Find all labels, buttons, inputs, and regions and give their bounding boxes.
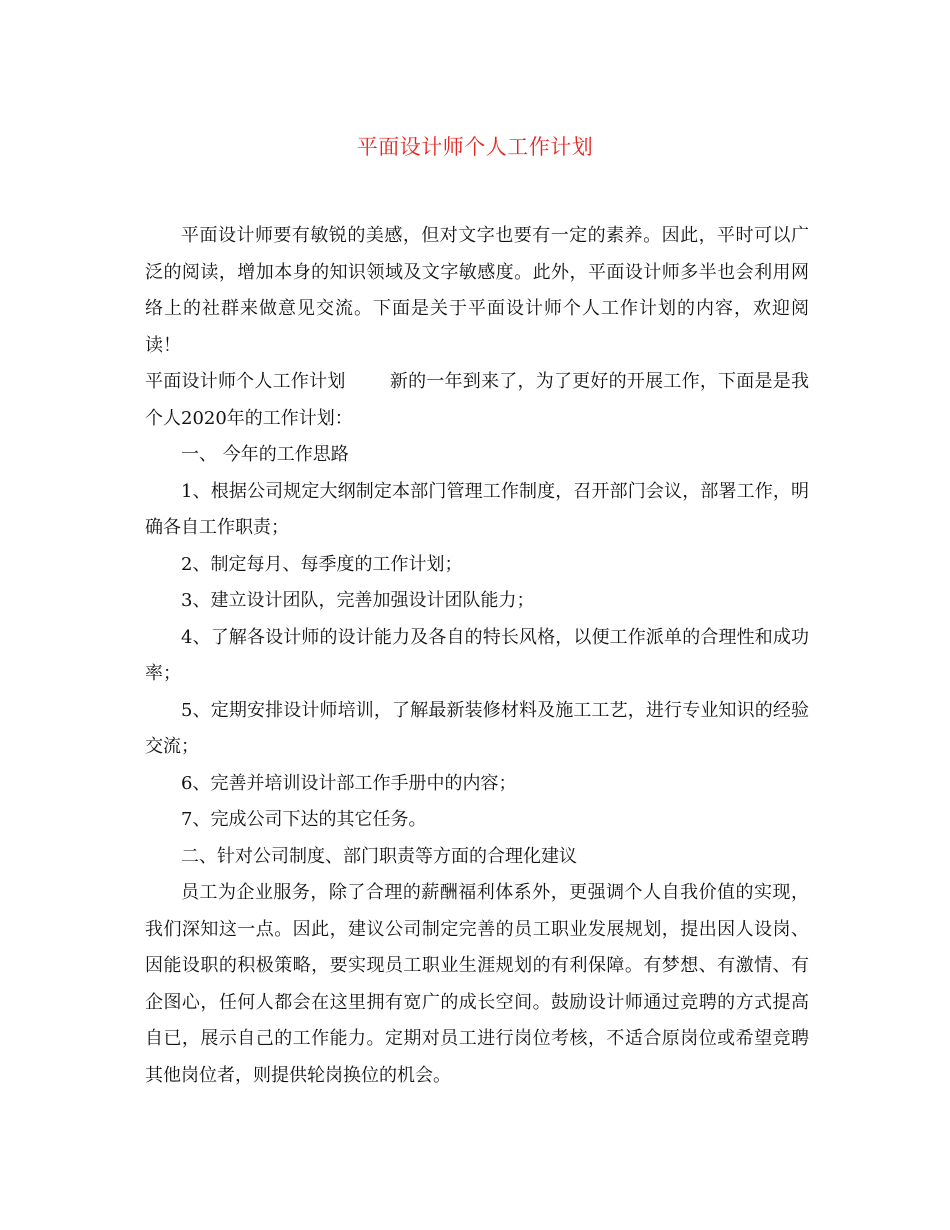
list-item: 1、根据公司规定大纲制定本部门管理工作制度，召开部门会议，部署工作，明确各自工作职责； [145,480,809,538]
list-item: 2、制定每月、每季度的工作计划； [181,553,463,575]
section1-heading: 一、 今年的工作思路 [181,444,349,465]
document-body [145,218,809,1094]
list-item: 7、完成公司下达的其它任务。 [181,809,427,830]
inline-heading: 平面设计师个人工作计划 [145,371,346,392]
opening-text: 新的一年到来了，为了更好的开展工作，下面是是我个人2020年的工作计划： [145,371,810,429]
list-item: 5、定期安排设计师培训，了解最新装修材料及施工工艺，进行专业知识的经验交流； [145,699,809,757]
list-item: 3、建立设计团队，完善加强设计团队能力； [181,590,535,611]
list-item: 6、完善并培训设计部工作手册中的内容； [181,772,517,794]
section2-heading: 二、针对公司制度、部门职责等方面的合理化建议 [181,845,577,867]
section2-paragraph: 员工为企业服务，除了合理的薪酬福利体系外，更强调个人自我价值的实现，我们深知这一点。因此，建议公司制定完善的员工职业发展规划，提出因人设岗、因能设职的积极策略，要实现员工职业生涯规划的有利保障。有梦想、有激情、有企图心，任何人都会在这里拥有宽广的成长空间。鼓励设计师通过竞聘的方式提高自已，展示自己的工作能力。定期对员工进行岗位考核，不适合原岗位或希望竞聘其他岗位者，则提供轮岗换位的机会。 [145,882,809,1086]
list-item: 4、了解各设计师的设计能力及各自的特长风格，以便工作派单的合理性和成功率； [145,626,809,684]
document-title: 平面设计师个人工作计划 [356,135,594,159]
opening-paragraph [145,364,809,437]
intro-paragraph: 平面设计师要有敏锐的美感，但对文字也要有一定的素养。因此，平时可以广泛的阅读，增加本身的知识领域及文字敏感度。此外，平面设计师多半也会利用网络上的社群来做意见交流。下面是关于平面设计师个人工作计划的内容，欢迎阅读！ [145,225,809,356]
